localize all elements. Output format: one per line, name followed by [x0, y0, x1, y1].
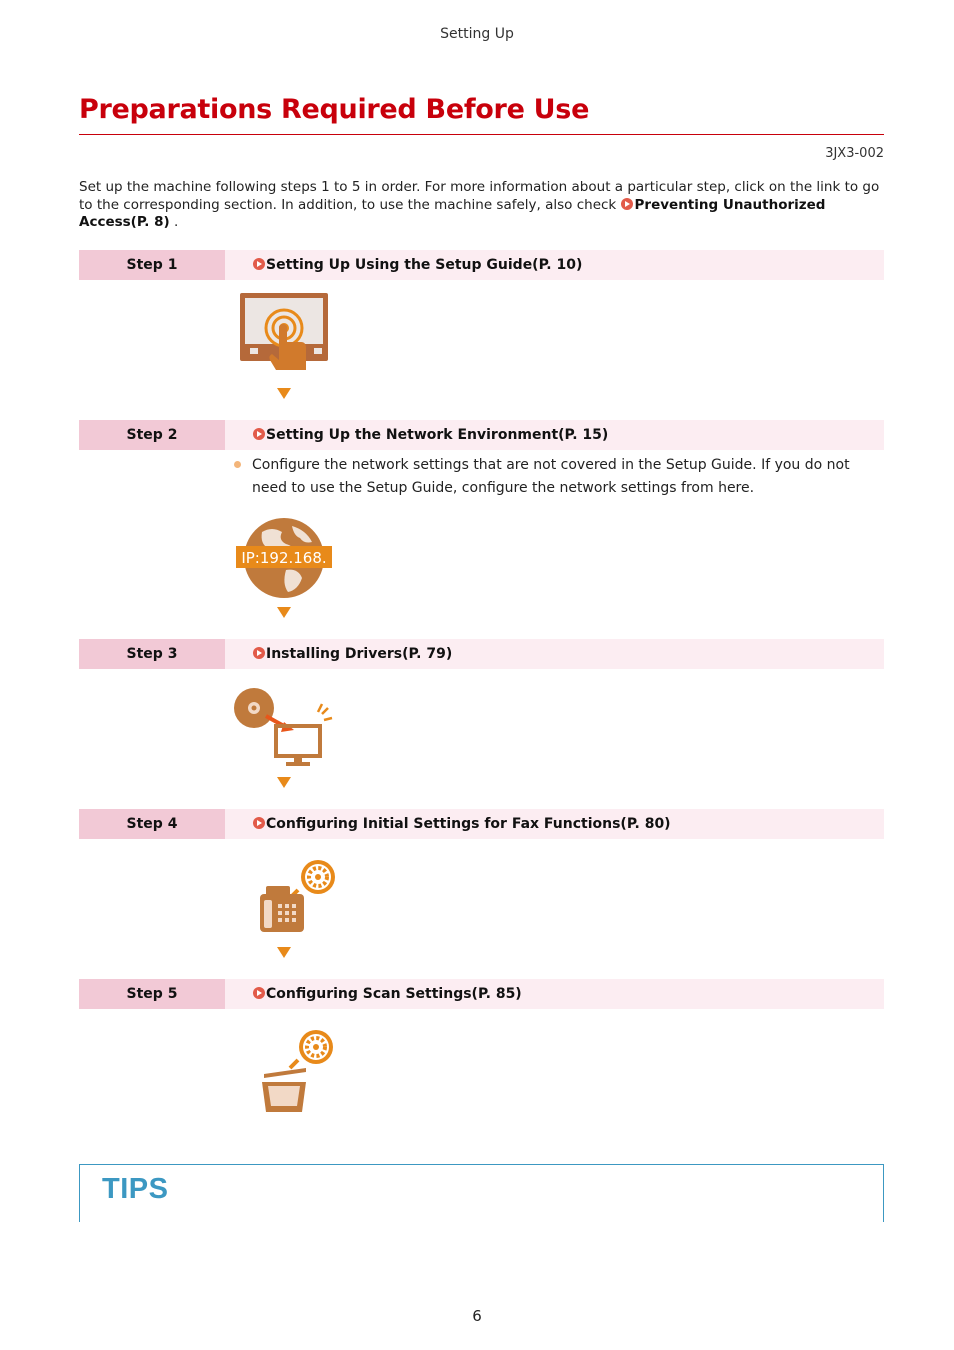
step-1-link[interactable]	[225, 250, 884, 280]
down-arrow-icon	[277, 607, 291, 618]
step-4-link-text[interactable]: Configuring Initial Settings for Fax Functions(P. 80)	[266, 816, 671, 832]
step-1-label: Step 1	[79, 250, 225, 280]
running-header: Setting Up	[440, 26, 514, 42]
link-arrow-icon	[621, 198, 633, 210]
tips-title: TIPS	[102, 1173, 169, 1205]
down-arrow-icon	[277, 947, 291, 958]
step-3-link-text[interactable]: Installing Drivers(P. 79)	[266, 646, 453, 662]
touch-panel-icon	[232, 290, 336, 386]
step-4-label: Step 4	[79, 809, 225, 839]
link-arrow-icon	[253, 428, 265, 440]
step-2-row	[79, 420, 884, 450]
step-5-link[interactable]	[225, 979, 884, 1009]
title-rule	[79, 134, 884, 135]
step-2-label: Step 2	[79, 420, 225, 450]
step-1-link-text[interactable]: Setting Up Using the Setup Guide(P. 10)	[266, 257, 583, 273]
step-1-row	[79, 250, 884, 280]
step-5-row	[79, 979, 884, 1009]
bullet-dot	[234, 461, 241, 468]
step-2-note: Configure the network settings that are not covered in the Setup Guide. If you do not need to use the Setup Guide, configure the network settings from here.	[252, 457, 850, 496]
page-number: 6	[472, 1307, 482, 1325]
install-driver-icon	[232, 682, 336, 778]
page-title: Preparations Required Before Use	[79, 94, 590, 125]
step-5-link-text[interactable]: Configuring Scan Settings(P. 85)	[266, 986, 522, 1002]
tips-box	[79, 1164, 884, 1222]
intro-tail: .	[169, 214, 179, 230]
step-2-link-text[interactable]: Setting Up the Network Environment(P. 15)	[266, 427, 609, 443]
step-2-link[interactable]	[225, 420, 884, 450]
intro-text: Set up the machine following steps 1 to 5 in order. For more information about a particular step, click on the link to go to the corresponding section. In addition, to use the machine safely, also check	[79, 179, 880, 213]
scan-settings-icon	[232, 1026, 336, 1122]
network-ip-icon	[232, 514, 336, 610]
link-arrow-icon	[253, 258, 265, 270]
fax-settings-icon	[232, 856, 336, 952]
step-4-row	[79, 809, 884, 839]
step-5-label: Step 5	[79, 979, 225, 1009]
step-3-label: Step 3	[79, 639, 225, 669]
step-3-row	[79, 639, 884, 669]
step-3-link[interactable]	[225, 639, 884, 669]
down-arrow-icon	[277, 777, 291, 788]
down-arrow-icon	[277, 388, 291, 399]
link-arrow-icon	[253, 817, 265, 829]
step-4-link[interactable]	[225, 809, 884, 839]
link-arrow-icon	[253, 647, 265, 659]
intro-paragraph	[79, 179, 884, 232]
ip-text: IP:192.168.	[241, 549, 327, 567]
link-arrow-icon	[253, 987, 265, 999]
document-code: 3JX3-002	[825, 146, 884, 161]
preventing-access-link[interactable]: Preventing Unauthorized Access(P. 8)	[79, 196, 826, 230]
